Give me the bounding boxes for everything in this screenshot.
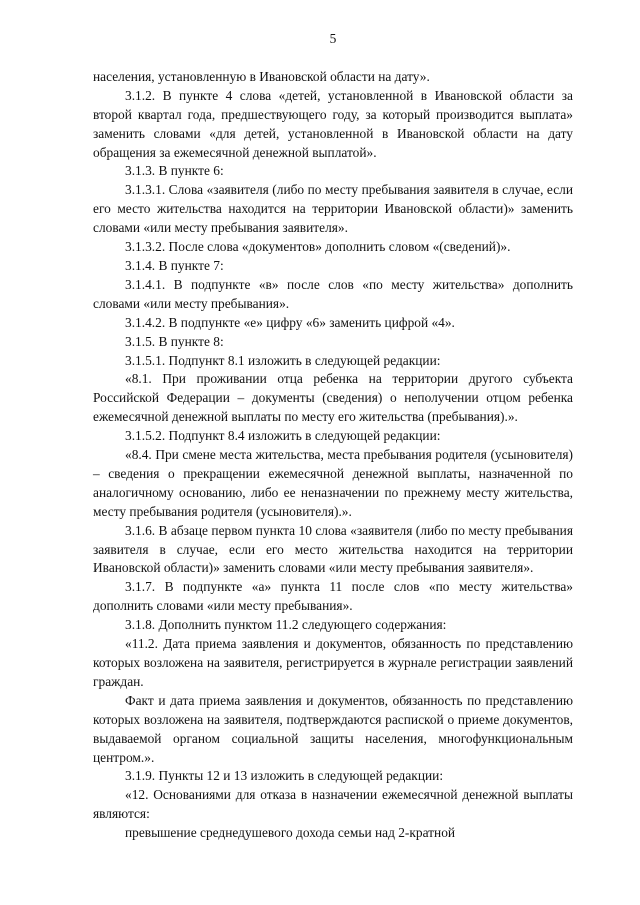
paragraph: превышение среднедушевого дохода семьи над 2-кратной	[125, 825, 456, 841]
paragraph: 3.1.4. В пункте 7:	[125, 257, 224, 273]
paragraph: 3.1.9. Пункты 12 и 13 изложить в следующей редакции:	[125, 768, 444, 784]
paragraph: «12. Основаниями для отказа в назначении ежемесячной денежной выплаты являются:	[93, 787, 573, 822]
paragraph: населения, установленную в Ивановской области на дату».	[93, 68, 430, 84]
paragraph: 3.1.4.2. В подпункте «е» цифру «6» заменить цифрой «4».	[125, 314, 455, 330]
paragraph: 3.1.8. Дополнить пунктом 11.2 следующего содержания:	[125, 617, 447, 633]
paragraph: Факт и дата приема заявления и документов, обязанность по представлению которых возложена на заявителя, подтверждаются распиской о приеме документов, выдаваемой органом социальной защиты населения, многофункциональным центром.».	[93, 692, 573, 765]
paragraph: 3.1.3. В пункте 6:	[125, 163, 224, 179]
paragraph: «11.2. Дата приема заявления и документов, обязанность по представлению которых возложена на заявителя, регистрируется в журнале регистрации заявлений граждан.	[93, 636, 573, 689]
paragraph: 3.1.7. В подпункте «а» пункта 11 после слов «по месту жительства» дополнить словами «или месту пребывания».	[93, 579, 573, 614]
paragraph: 3.1.5. В пункте 8:	[125, 333, 224, 349]
paragraph: 3.1.5.1. Подпункт 8.1 изложить в следующей редакции:	[125, 352, 441, 368]
paragraph: 3.1.4.1. В подпункте «в» после слов «по месту жительства» дополнить словами «или месту пребывания».	[93, 276, 573, 311]
paragraph: 3.1.5.2. Подпункт 8.4 изложить в следующей редакции:	[125, 428, 441, 444]
paragraph: 3.1.3.1. Слова «заявителя (либо по месту пребывания заявителя в случае, если его место жительства находится на территории Ивановской области)» заменить словами «или месту пребывания заявителя».	[93, 182, 573, 236]
paragraph: 3.1.2. В пункте 4 слова «детей, установленной в Ивановской области за второй квартал года, предшествующего году, за который производится выплата» заменить словами «для детей, установленной в Ивановской области на дату обращения за ежемесячной денежной выплатой».	[93, 87, 573, 160]
paragraph: «8.1. При проживании отца ребенка на территории другого субъекта Российской Федерации – документы (сведения) о неполучении отцом ребенка ежемесячной денежной выплаты по месту его жительства (пребывания).».	[93, 371, 573, 425]
paragraph: 3.1.3.2. После слова «документов» дополнить словом «(сведений)».	[125, 239, 511, 255]
paragraph: «8.4. При смене места жительства, места пребывания родителя (усыновителя) – сведения о прекращении ежемесячной денежной выплаты, назначенной по аналогичному основанию, либо ее неназначении по прежнему месту жительства, месту пребывания родителя (усыновителя).».	[93, 447, 573, 519]
page-number: 5	[329, 31, 337, 46]
document-body	[93, 68, 573, 843]
paragraph: 3.1.6. В абзаце первом пункта 10 слова «заявителя (либо по месту пребывания заявителя в случае, если его место жительства находится на территории Ивановской области)» заменить словами «или месту пребывания заявителя».	[93, 522, 573, 576]
